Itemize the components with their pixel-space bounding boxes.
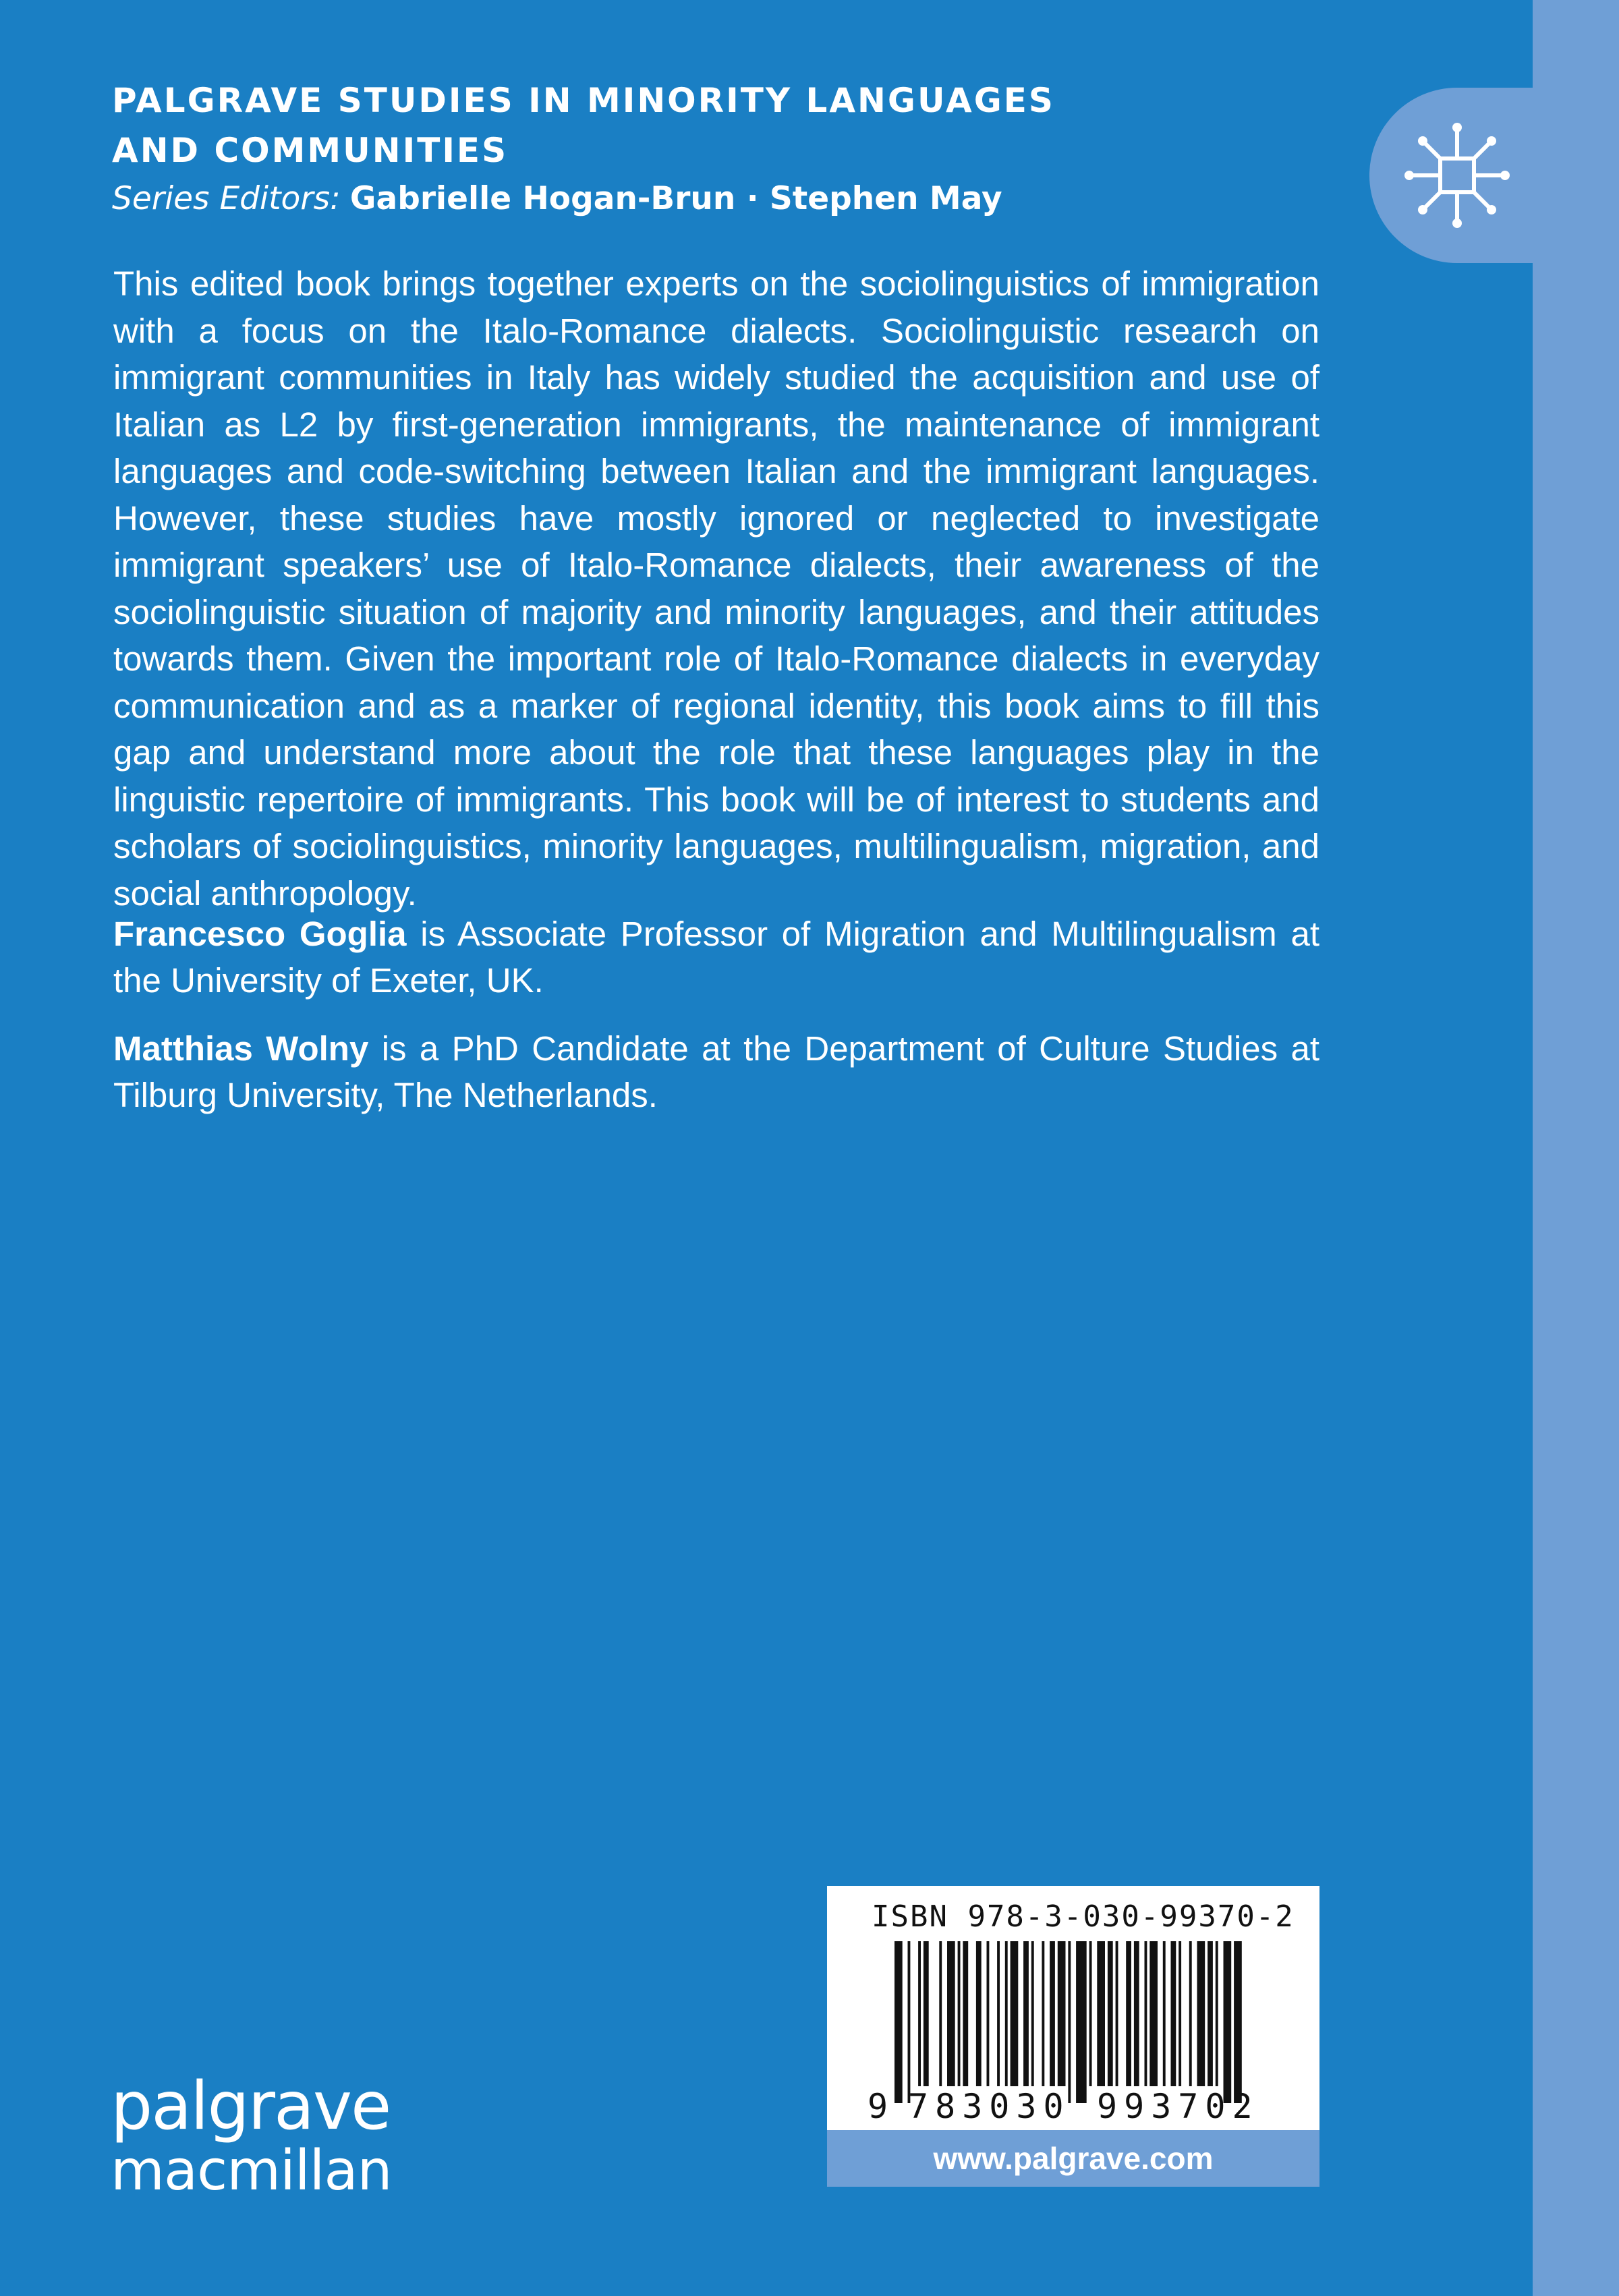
author-bio-text-1: is Associate Professor of Migration and Multilingualism at the University of Exeter, UK. (113, 915, 1319, 1000)
author-name-1: Francesco Goglia (113, 915, 407, 953)
barcode-bar (1126, 1941, 1131, 2086)
publisher-logo-line2: macmillan (111, 2139, 392, 2203)
barcode-digits-left: 783030 (908, 2087, 1071, 2123)
series-editors (112, 175, 1394, 223)
barcode-bar (1134, 1941, 1139, 2086)
author-bio-text-2: is a PhD Candidate at the Department of Culture Studies at Tilburg University, The Netherlands. (113, 1029, 1319, 1114)
barcode-bar (924, 1941, 929, 2086)
barcode-bar (1005, 1941, 1008, 2086)
series-logo-tab (1369, 88, 1538, 263)
barcode-bar (1178, 1941, 1181, 2086)
barcode-bar (963, 1941, 968, 2086)
barcode-bar (1197, 1941, 1205, 2086)
description-paragraph: This edited book brings together experts on the sociolinguistics of immigration with a focus on the Italo-Romance dialects. Sociolinguistic research on immigrant communities in Italy has widely studied the acquisition and use of Italian as L2 by first-generation immigrants, the maintenance of immigrant languages and code-switching between Italian and the immigrant languages. However, these studies have mostly ignored or neglected to investigate immigrant speakers’ use of Italo-Romance dialects, their awareness of the sociolinguistic situation of majority and minority languages, and their attitudes towards them. Given the important role of Italo-Romance dialects in everyday communication and as a marker of regional identity, this book aims to fill this gap and understand more about the role that these languages play in the linguistic repertoire of immigrants. This book will be of interest to students and scholars of sociolinguistics, minority languages, multilingualism, migration, and social anthropology. (113, 264, 1319, 913)
barcode-bar (1097, 1941, 1105, 2086)
barcode-bar (939, 1941, 942, 2086)
barcode-bar (908, 1941, 911, 2103)
palgrave-network-icon (1400, 118, 1514, 233)
barcode-bar (1089, 1941, 1092, 2086)
barcode-bar (1068, 1941, 1071, 2103)
series-header (112, 76, 1394, 223)
barcode-bar (1216, 1941, 1218, 2086)
author-bio-2 (113, 1025, 1319, 1118)
barcode-bar (1042, 1941, 1044, 2086)
barcode-bar (958, 1941, 961, 2086)
barcode-bar (947, 1941, 955, 2086)
author-bio-1 (113, 911, 1319, 1004)
barcode-bar (987, 1941, 990, 2086)
barcode-bar (1023, 1941, 1029, 2086)
barcode-bar (1076, 1941, 1087, 2103)
series-editors-label: Series Editors: (112, 180, 341, 217)
barcode-bar (1208, 1941, 1213, 2086)
barcode-bar (894, 1941, 903, 2103)
publisher-logo-line1: palgrave (111, 2068, 391, 2145)
series-title-line1: PALGRAVE STUDIES IN MINORITY LANGUAGES (112, 81, 1055, 120)
author-name-2: Matthias Wolny (113, 1029, 369, 1068)
barcode-bar (1189, 1941, 1192, 2086)
barcode-digits-right: 993702 (1097, 2087, 1259, 2123)
barcode-bar (1224, 1941, 1232, 2103)
barcode-bar (1149, 1941, 1158, 2086)
barcode-bar (1163, 1941, 1166, 2086)
book-description (113, 260, 1319, 917)
barcode-bar (1050, 1941, 1055, 2086)
barcode-bar (976, 1941, 982, 2086)
barcode-bar (1145, 1941, 1147, 2086)
isbn-barcode (827, 1886, 1319, 2130)
barcode-graphic (868, 1941, 1306, 2123)
barcode-bar (997, 1941, 1000, 2086)
isbn-text: ISBN 978-3-030-99370-2 (872, 1899, 1295, 1934)
publisher-url[interactable]: www.palgrave.com (827, 2130, 1319, 2187)
barcode-bar (1108, 1941, 1113, 2086)
barcode-bar (1058, 1941, 1066, 2086)
barcode-bar (1031, 1941, 1034, 2086)
series-title-line2: AND COMMUNITIES (112, 131, 509, 170)
barcode-bar (1171, 1941, 1176, 2086)
barcode-bar (1116, 1941, 1118, 2086)
series-editors-names: Gabrielle Hogan-Brun · Stephen May (349, 180, 1002, 217)
barcode-bar (918, 1941, 921, 2086)
book-spine (1533, 0, 1619, 2296)
publisher-logo (111, 2068, 392, 2203)
barcode-bar (1234, 1941, 1242, 2103)
barcode-digit-first: 9 (868, 2087, 888, 2123)
barcode-bar (1011, 1941, 1019, 2086)
